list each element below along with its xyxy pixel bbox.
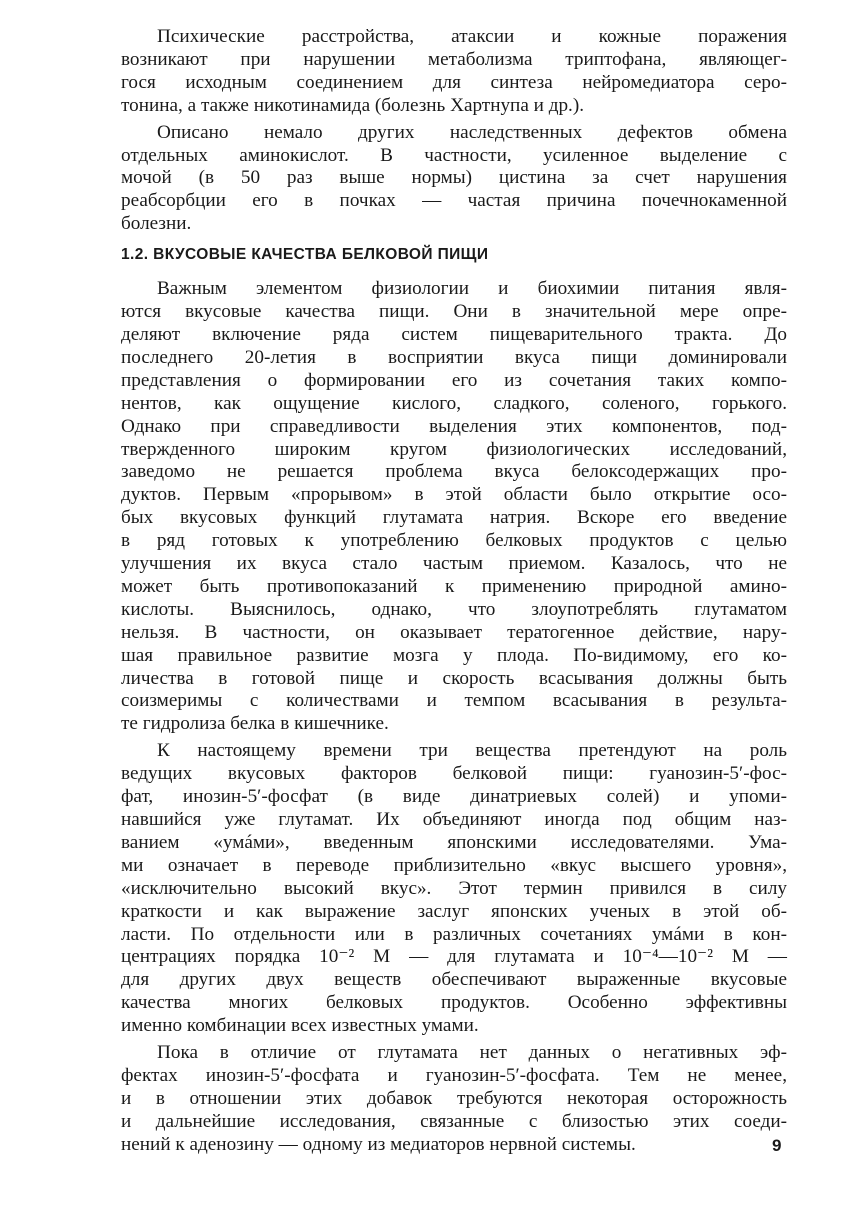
paragraph-3 xyxy=(121,278,787,736)
text-line: Психические расстройства, атаксии и кожные поражения xyxy=(157,26,787,47)
text-line: улучшения их вкуса стало частым приемом. Казалось, что не xyxy=(121,553,787,575)
text-line: и дальнейшие исследования, связанные с близостью этих соеди- xyxy=(121,1110,787,1132)
text-line: деляют включение ряда систем пищеварительного тракта. До xyxy=(121,323,787,345)
text-line: заведомо не решается проблема вкуса белоксодержащих про- xyxy=(121,461,787,483)
text-line: ванием «умáми», введенным японскими исследователями. Ума- xyxy=(121,831,787,853)
text-line: Однако при справедливости выделения этих компонентов, под- xyxy=(121,415,787,437)
text-line: фектах инозин-5′-фосфата и гуанозин-5′-фосфата. Тем не менее, xyxy=(121,1064,787,1086)
text-line: для других двух веществ обеспечивают выраженные вкусовые xyxy=(121,969,787,991)
text-line: болезни. xyxy=(121,213,192,235)
page-number: 9 xyxy=(772,1136,782,1155)
text-line: нений к аденозину — одному из медиаторов нервной системы. xyxy=(121,1133,636,1155)
text-line: тонина, а также никотинамида (болезнь Хартнупа и др.). xyxy=(121,94,585,116)
text-line: краткости и как выражение заслуг японских ученых в этой об- xyxy=(121,900,787,922)
text-line: фат, инозин-5′-фосфат (в виде динатриевых солей) и упоми- xyxy=(121,786,787,808)
text-line: ми означает в переводе приблизительно «вкус высшего уровня», xyxy=(121,854,787,876)
text-line: «исключительно высокий вкус». Этот термин привился в силу xyxy=(121,877,787,899)
text-line: твержденного широким кругом физиологических исследований, xyxy=(121,438,787,460)
text-line: бых вкусовых функций глутамата натрия. Вскоре его введение xyxy=(121,507,787,529)
text-line: именно комбинации всех известных умами. xyxy=(121,1015,479,1037)
text-line: навшийся уже глутамат. Их объединяют иногда под общим наз- xyxy=(121,809,787,830)
text-line: отдельных аминокислот. В частности, усиленное выделение с xyxy=(121,144,787,166)
text-line: возникают при нарушении метаболизма триптофана, являющег- xyxy=(121,48,787,70)
text-line: в ряд готовых к употреблению белковых продуктов с целью xyxy=(121,530,787,552)
text-line: кислоты. Выяснилось, однако, что злоупотреблять глутаматом xyxy=(121,598,787,620)
text-line: дуктов. Первым «прорывом» в этой области было открытие осо- xyxy=(121,484,787,506)
page-body xyxy=(121,26,787,1157)
text-line: гося исходным соединением для синтеза нейромедиатора серо- xyxy=(121,71,787,93)
text-line: соизмеримы с количествами и темпом всасывания в результа- xyxy=(121,690,787,712)
text-line: нентов, как ощущение кислого, сладкого, соленого, горького. xyxy=(121,392,787,414)
text-line: реабсорбции его в почках — частая причина почечнокаменной xyxy=(121,190,787,212)
text-line: ются вкусовые качества пищи. Они в значительной мере опре- xyxy=(121,301,787,323)
text-line: может быть противопоказаний к применению природной амино- xyxy=(121,575,787,597)
text-line: те гидролиза белка в кишечнике. xyxy=(121,713,389,735)
text-line: центрациях порядка 10⁻² М — для глутамата и 10⁻⁴—10⁻² М — xyxy=(121,946,787,968)
text-line: К настоящему времени три вещества претендуют на роль xyxy=(157,740,787,762)
text-line: Описано немало других наследственных дефектов обмена xyxy=(157,121,787,143)
text-line: последнего 20-летия в восприятии вкуса пищи доминировали xyxy=(121,346,787,368)
paragraph-1 xyxy=(121,26,787,118)
text-line: Важным элементом физиологии и биохимии питания явля- xyxy=(157,278,787,300)
text-line: Пока в отличие от глутамата нет данных о негативных эф- xyxy=(157,1042,787,1064)
text-line: нельзя. В частности, он оказывает тератогенное действие, нару- xyxy=(121,621,787,643)
section-heading: 1.2. ВКУСОВЫЕ КАЧЕСТВА БЕЛКОВОЙ ПИЩИ xyxy=(121,246,489,264)
text-line: мочой (в 50 раз выше нормы) цистина за счет нарушения xyxy=(121,167,787,189)
paragraph-4 xyxy=(121,740,787,1038)
text-line: и в отношении этих добавок требуются некоторая осторожность xyxy=(121,1087,787,1109)
text-line: ведущих вкусовых факторов белковой пищи: гуанозин-5′-фос- xyxy=(121,763,787,785)
text-line: качества многих белковых продуктов. Особенно эффективны xyxy=(121,992,787,1014)
text-line: ласти. По отдельности или в различных сочетаниях умáми в кон- xyxy=(121,923,787,945)
text-line: представления о формировании его из сочетания таких компо- xyxy=(121,369,787,391)
paragraph-2 xyxy=(121,122,787,237)
text-line: шая правильное развитие мозга у плода. По-видимому, его ко- xyxy=(121,644,787,666)
text-line: личества в готовой пище и скорость всасывания должны быть xyxy=(121,667,787,689)
paragraph-5 xyxy=(121,1042,787,1157)
